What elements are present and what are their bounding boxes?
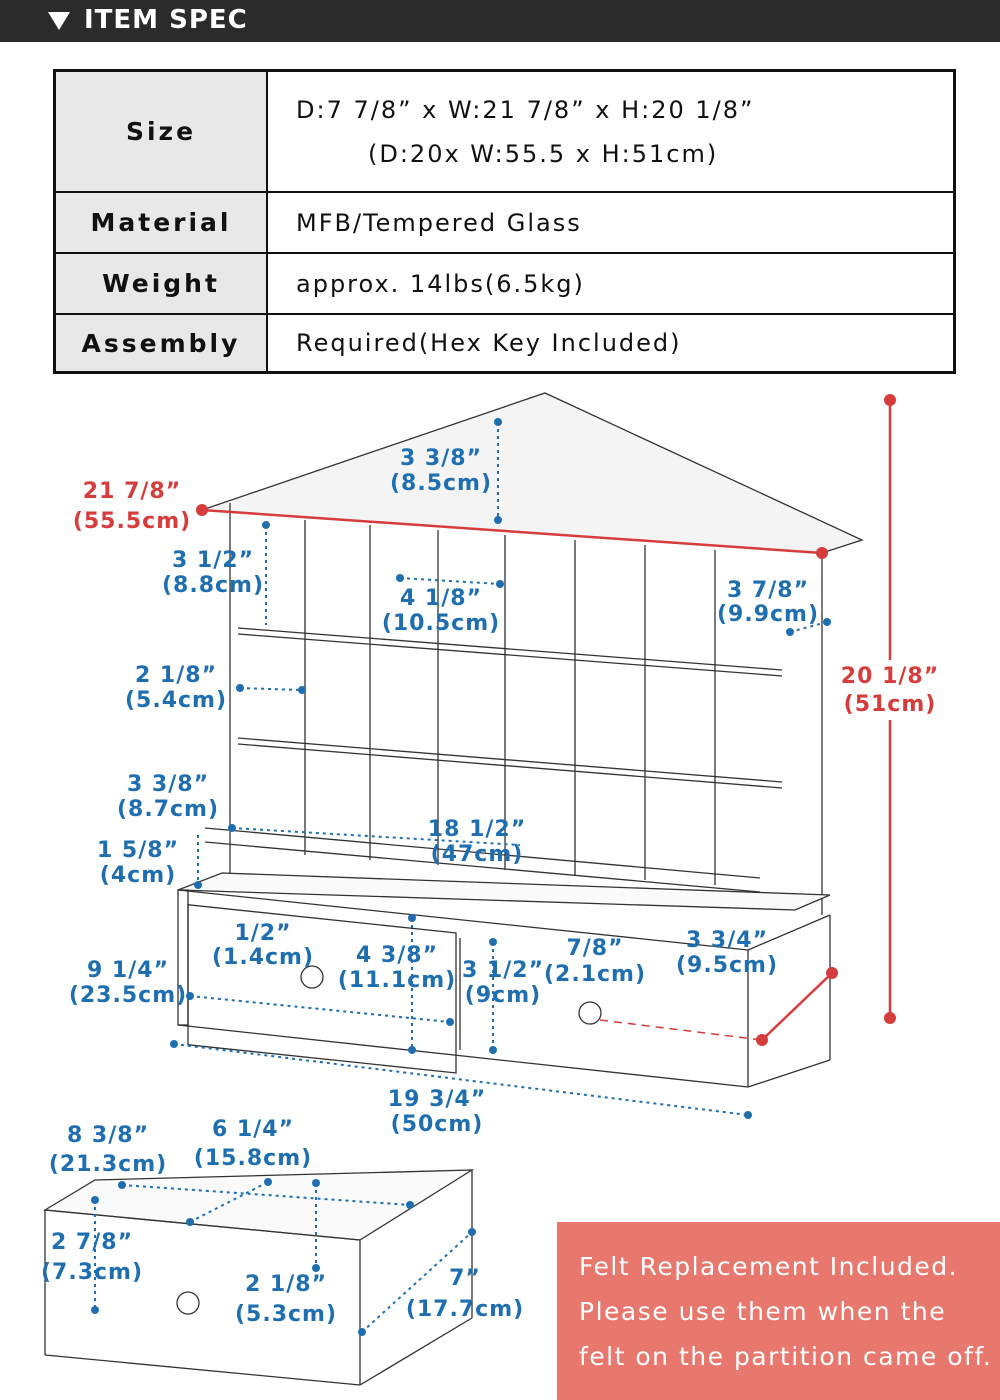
label-drawer-h-in: 2 7/8” xyxy=(50,1230,134,1255)
weight-value: approx. 14lbs(6.5kg) xyxy=(296,269,585,298)
label-drawer-inner-w-cm: (15.8cm) xyxy=(193,1146,313,1171)
label-roof-in: 3 3/8” xyxy=(399,446,483,471)
label-base-width-in: 19 3/4” xyxy=(387,1087,487,1112)
label-rail-width-cm: (47cm) xyxy=(430,842,524,867)
label-cubby-width-cm: (10.5cm) xyxy=(381,611,501,636)
item-spec-header xyxy=(0,0,1000,42)
spec-row-material xyxy=(56,191,953,252)
spec-row-weight xyxy=(56,252,953,313)
label-knob-offset-in: 7/8” xyxy=(566,936,624,961)
size-value xyxy=(268,72,953,191)
label-rail-depth-cm: (8.7cm) xyxy=(116,797,220,822)
felt-note-line-2: Please use them when the xyxy=(579,1297,947,1326)
material-value: MFB/Tempered Glass xyxy=(296,208,582,237)
spec-row-size xyxy=(56,72,953,191)
label-top-cubby-cm: (8.8cm) xyxy=(161,573,265,598)
label-drawer-inner-cm: (9cm) xyxy=(464,983,542,1008)
label-rail-depth-in: 3 3/8” xyxy=(126,772,210,797)
label-drawer-inner-w-in: 6 1/4” xyxy=(211,1117,295,1142)
label-base-height-in: 9 1/4” xyxy=(86,958,170,983)
label-gap-in: 2 1/8” xyxy=(134,663,218,688)
assembly-label: Assembly xyxy=(56,315,268,371)
size-cm: (D:20x W:55.5 x H:51cm) xyxy=(368,139,719,168)
label-cubby-depth-in: 3 7/8” xyxy=(726,578,810,603)
label-base-depth-cm: (9.5cm) xyxy=(675,953,779,978)
label-base-height-cm: (23.5cm) xyxy=(68,983,188,1008)
label-rail-width-in: 18 1/2” xyxy=(427,817,527,842)
felt-note-line-3: felt on the partition came off. xyxy=(579,1342,993,1371)
label-drawer-depth-in: 7” xyxy=(449,1266,481,1291)
label-width-top-cm: (55.5cm) xyxy=(72,509,192,534)
label-knob-cm: (1.4cm) xyxy=(211,945,315,970)
label-top-cubby-in: 3 1/2” xyxy=(171,548,255,573)
header-title: ITEM SPEC xyxy=(84,5,248,35)
felt-note-line-1: Felt Replacement Included. xyxy=(579,1252,959,1281)
triangle-down-icon xyxy=(48,12,70,30)
label-roof-cm: (8.5cm) xyxy=(389,471,493,496)
label-base-depth-in: 3 3/4” xyxy=(685,928,769,953)
label-drawer-inner-h-in: 2 1/8” xyxy=(244,1272,328,1297)
label-drawer-depth-cm: (17.7cm) xyxy=(405,1297,525,1322)
label-knob-in: 1/2” xyxy=(234,921,292,946)
label-base-width-cm: (50cm) xyxy=(390,1112,484,1137)
size-inches: D:7 7/8” x W:21 7/8” x H:20 1/8” xyxy=(296,95,755,124)
label-drawer-h-cm: (7.3cm) xyxy=(40,1260,144,1285)
label-rail-height-cm: (4cm) xyxy=(99,863,177,888)
label-knob-offset-cm: (2.1cm) xyxy=(543,962,647,987)
label-drawer-face-in: 4 3/8” xyxy=(355,943,439,968)
label-height-in: 20 1/8” xyxy=(840,664,940,689)
label-drawer-width-in: 8 3/8” xyxy=(66,1123,150,1148)
felt-replacement-note xyxy=(557,1222,1000,1400)
size-label: Size xyxy=(56,72,268,191)
label-width-top-in: 21 7/8” xyxy=(82,479,182,504)
material-label: Material xyxy=(56,193,268,252)
label-cubby-depth-cm: (9.9cm) xyxy=(716,602,820,627)
spec-row-assembly xyxy=(56,313,953,371)
label-height-cm: (51cm) xyxy=(843,692,937,717)
label-gap-cm: (5.4cm) xyxy=(124,688,228,713)
label-drawer-width-cm: (21.3cm) xyxy=(48,1152,168,1177)
label-cubby-width-in: 4 1/8” xyxy=(399,586,483,611)
label-drawer-inner-in: 3 1/2” xyxy=(461,958,545,983)
weight-label: Weight xyxy=(56,254,268,313)
label-drawer-inner-h-cm: (5.3cm) xyxy=(234,1302,338,1327)
label-rail-height-in: 1 5/8” xyxy=(96,838,180,863)
label-drawer-face-cm: (11.1cm) xyxy=(337,968,457,993)
assembly-value: Required(Hex Key Included) xyxy=(296,329,682,357)
spec-table xyxy=(53,69,956,374)
